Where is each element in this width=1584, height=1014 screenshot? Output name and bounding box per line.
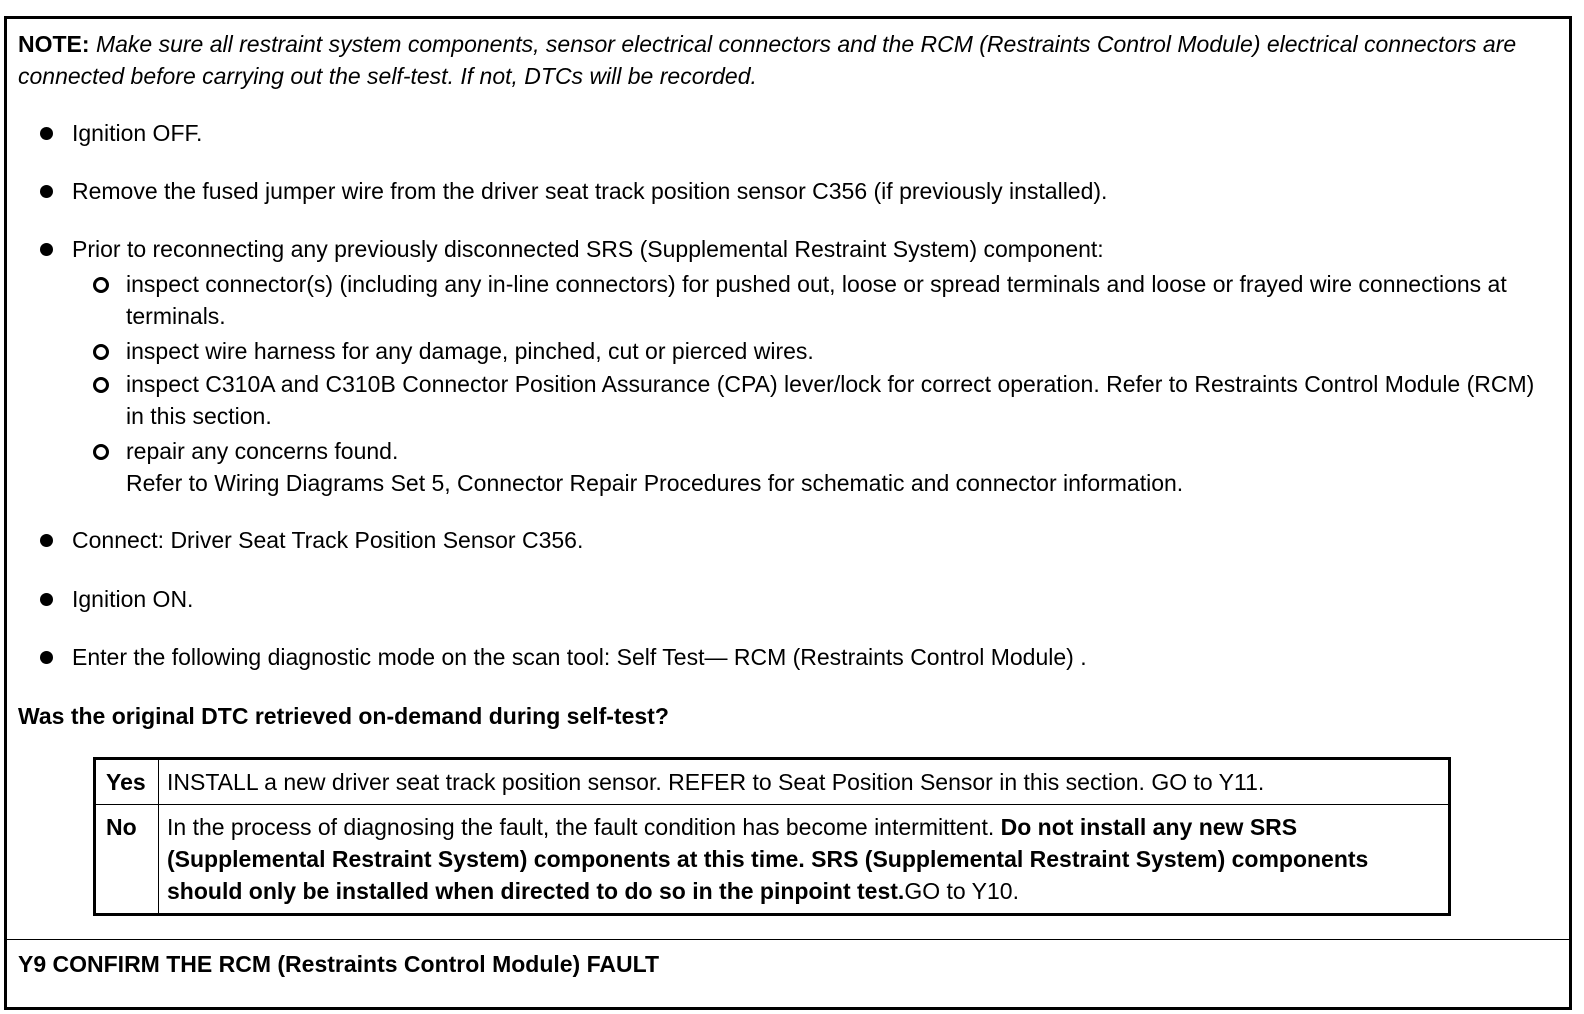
- answer-text-yes: INSTALL a new driver seat track position sensor. REFER to Seat Position Sensor in this section. GO to Y11.: [159, 759, 1450, 805]
- answer-key-yes: Yes: [95, 759, 159, 805]
- substep-text: inspect wire harness for any damage, pinched, cut or pierced wires.: [126, 338, 814, 364]
- circle-bullet-icon: [93, 344, 109, 360]
- note-text: Make sure all restraint system components, sensor electrical connectors and the RCM (Restraints Control Module) electrical connectors are connected before carrying out the self-test. If not, DTCs will be recorded.: [18, 31, 1517, 89]
- bullet-icon: [40, 651, 53, 664]
- answer-text-no: [159, 805, 1450, 915]
- step-text: Connect: Driver Seat Track Position Sensor C356.: [72, 527, 584, 553]
- answer-table: [93, 757, 1451, 916]
- table-row: [95, 805, 1450, 915]
- bullet-icon: [40, 593, 53, 606]
- answer-text-no-bold: Do not install any new SRS (Supplemental Restraint System) components at this time. SRS (Supplemental Restraint System) components should only be installed when directed to do so in the pinpoint test.: [167, 814, 1369, 904]
- circle-bullet-icon: [93, 377, 109, 393]
- step-text: Prior to reconnecting any previously disconnected SRS (Supplemental Restraint System) component:: [72, 236, 1104, 262]
- bullet-icon: [40, 185, 53, 198]
- step-text: Ignition ON.: [72, 586, 194, 612]
- answer-text-no-tail: GO to Y10.: [904, 878, 1019, 904]
- substep-text: inspect C310A and C310B Connector Position Assurance (CPA) lever/lock for correct operation. Refer to Restraints Control Module (RCM) in this section.: [126, 371, 1535, 429]
- answer-text-no-plain: In the process of diagnosing the fault, the fault condition has become intermittent.: [167, 814, 1001, 840]
- footer-divider: [4, 939, 1572, 940]
- step-text: Remove the fused jumper wire from the driver seat track position sensor C356 (if previously installed).: [72, 178, 1108, 204]
- substep-text-reference: Refer to Wiring Diagrams Set 5, Connector Repair Procedures for schematic and connector information.: [126, 470, 1184, 496]
- bullet-icon: [40, 534, 53, 547]
- substep-text-block: [126, 435, 1546, 499]
- circle-bullet-icon: [93, 444, 109, 460]
- bullet-icon: [40, 243, 53, 256]
- bullet-icon: [40, 127, 53, 140]
- table-row: [95, 759, 1450, 805]
- question-heading: Was the original DTC retrieved on-demand during self-test?: [18, 703, 669, 729]
- note-label: NOTE:: [18, 31, 90, 57]
- step-text: Ignition OFF.: [72, 120, 203, 146]
- substep-text: inspect connector(s) (including any in-line connectors) for pushed out, loose or spread terminals and loose or frayed wire connections at terminals.: [126, 271, 1507, 329]
- section-footer-heading: Y9 CONFIRM THE RCM (Restraints Control Module) FAULT: [18, 951, 660, 977]
- answer-key-no: No: [95, 805, 159, 915]
- step-text: Enter the following diagnostic mode on the scan tool: Self Test— RCM (Restraints Control Module) .: [72, 644, 1087, 670]
- substep-text: repair any concerns found.: [126, 438, 399, 464]
- circle-bullet-icon: [93, 277, 109, 293]
